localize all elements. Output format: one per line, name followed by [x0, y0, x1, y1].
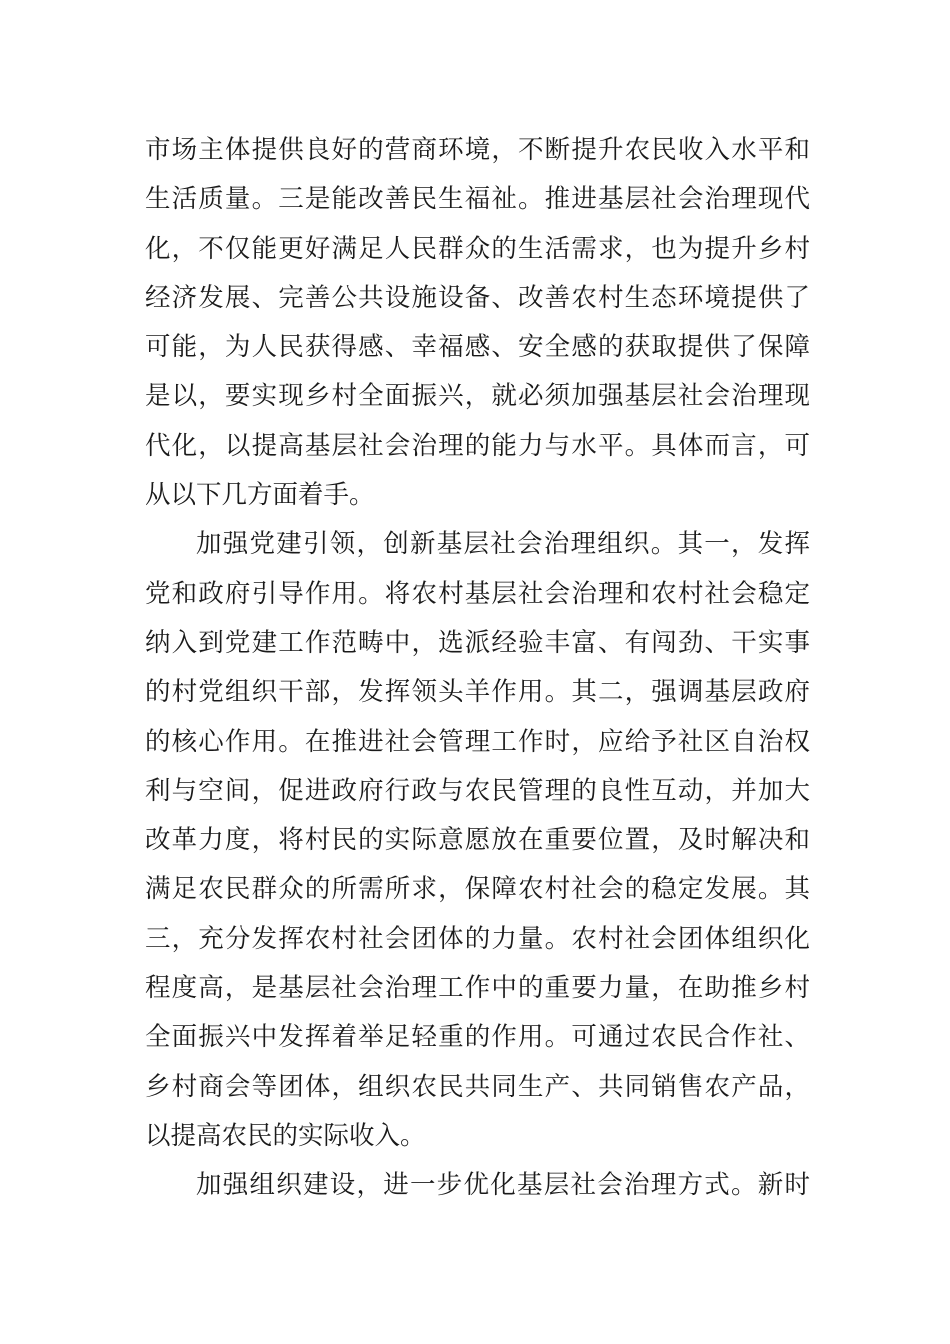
text-line: 的核心作用。在推进社会管理工作时，应给予社区自治权	[145, 726, 810, 757]
text-line: 以提高农民的实际收入。	[145, 1120, 426, 1151]
text-line: 化，不仅能更好满足人民群众的生活需求，也为提升乡村	[145, 233, 810, 264]
text-line: 经济发展、完善公共设施设备、改善农村生态环境提供了	[145, 282, 810, 313]
text-line: 满足农民群众的所需所求，保障农村社会的稳定发展。其	[145, 874, 810, 905]
text-line: 利与空间，促进政府行政与农民管理的良性互动，并加大	[145, 775, 810, 806]
text-line: 是以，要实现乡村全面振兴，就必须加强基层社会治理现	[145, 381, 810, 412]
text-line: 从以下几方面着手。	[145, 480, 375, 511]
text-line: 党和政府引导作用。将农村基层社会治理和农村社会稳定	[145, 578, 810, 609]
text-line: 乡村商会等团体，组织农民共同生产、共同销售农产品，	[145, 1071, 810, 1102]
text-line: 改革力度，将村民的实际意愿放在重要位置，及时解决和	[145, 825, 810, 856]
text-line: 三，充分发挥农村社会团体的力量。农村社会团体组织化	[145, 923, 810, 954]
paragraph-first-line: 加强党建引领，创新基层社会治理组织。其一，发挥	[196, 529, 810, 560]
text-line: 市场主体提供良好的营商环境，不断提升农民收入水平和	[145, 135, 810, 165]
body-text	[145, 126, 810, 1211]
text-line: 可能，为人民获得感、幸福感、安全感的获取提供了保障	[145, 332, 810, 363]
text-line: 程度高，是基层社会治理工作中的重要力量，在助推乡村	[145, 973, 810, 1004]
text-line: 纳入到党建工作范畴中，选派经验丰富、有闯劲、干实事	[145, 627, 810, 658]
text-line: 代化，以提高基层社会治理的能力与水平。具体而言，可	[145, 430, 810, 461]
text-line: 全面振兴中发挥着举足轻重的作用。可通过农民合作社、	[145, 1022, 810, 1053]
text-line: 的村党组织干部，发挥领头羊作用。其二，强调基层政府	[145, 677, 810, 708]
paragraph-first-line: 加强组织建设，进一步优化基层社会治理方式。新时	[196, 1170, 810, 1201]
text-line: 生活质量。三是能改善民生福祉。推进基层社会治理现代	[145, 184, 810, 215]
